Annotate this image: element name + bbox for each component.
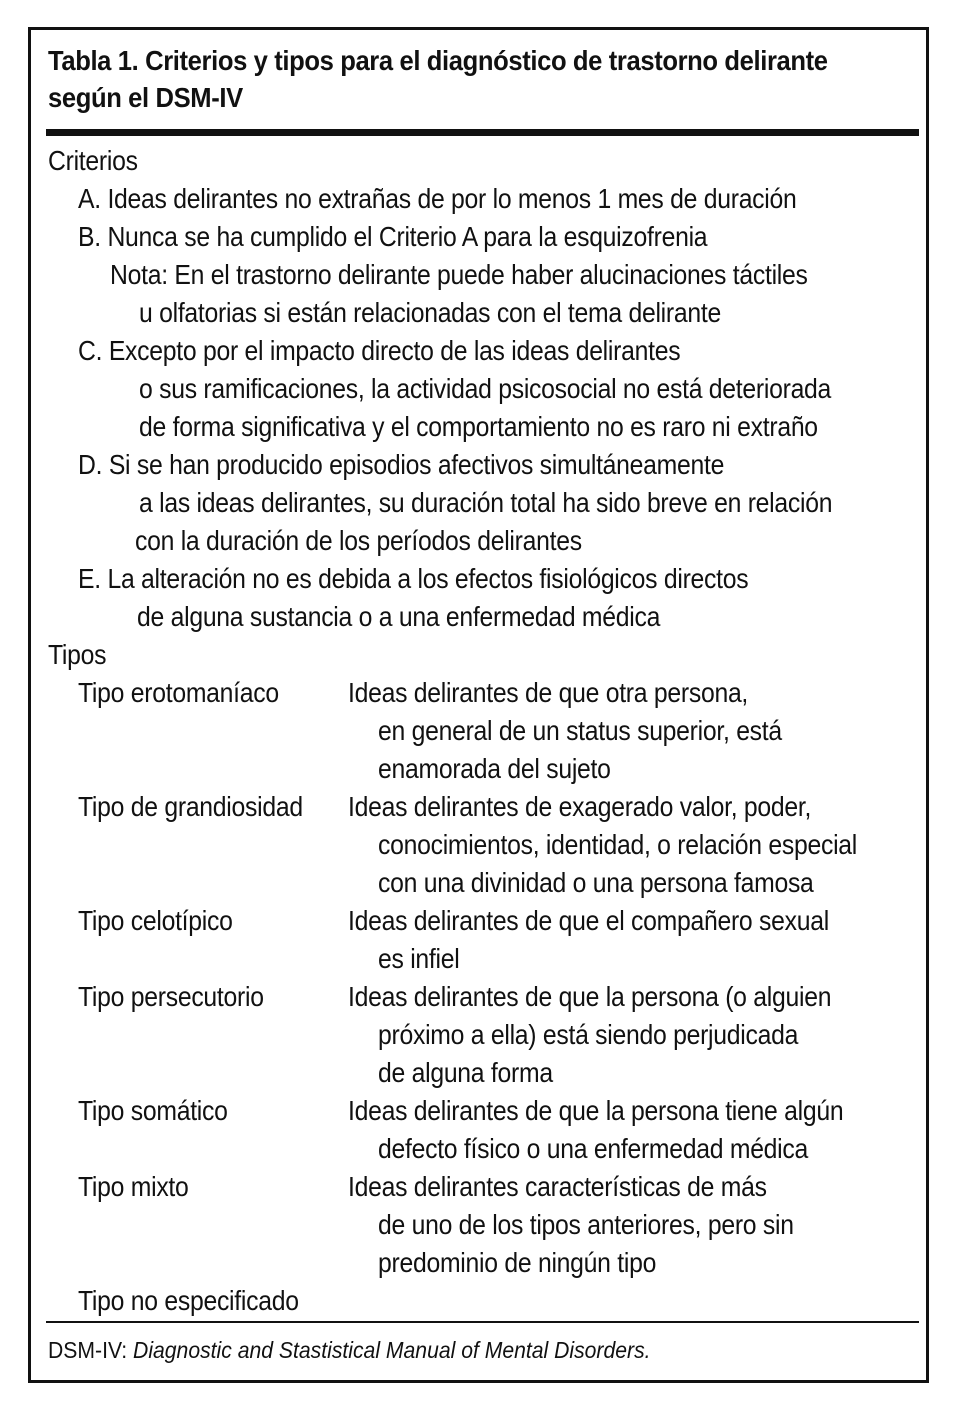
criterio-a: A. Ideas delirantes no extrañas de por lo menos 1 mes de duración bbox=[78, 183, 797, 214]
tipo-grandiosidad-desc-1: Ideas delirantes de exagerado valor, poder, bbox=[348, 791, 812, 822]
criterio-d-line-1: D. Si se han producido episodios afectivos simultáneamente bbox=[78, 449, 725, 480]
tipo-celotipico-name: Tipo celotípico bbox=[78, 905, 233, 936]
tipo-mixto-desc-3: predominio de ningún tipo bbox=[378, 1247, 657, 1278]
tipos-heading: Tipos bbox=[48, 639, 107, 670]
tipo-no-especificado-name: Tipo no especificado bbox=[78, 1285, 299, 1316]
criterio-c-line-1: C. Excepto por el impacto directo de las ideas delirantes bbox=[78, 335, 681, 366]
table-title: Tabla 1. Criterios y tipos para el diagnóstico de trastorno delirante según el DSM-IV bbox=[48, 45, 828, 113]
tipo-somatico-desc-1: Ideas delirantes de que la persona tiene algún bbox=[348, 1095, 844, 1126]
tipo-persecutorio-desc-1: Ideas delirantes de que la persona (o alguien bbox=[348, 981, 832, 1012]
tipo-celotipico-desc-1: Ideas delirantes de que el compañero sexual bbox=[348, 905, 829, 936]
tipo-grandiosidad-desc-3: con una divinidad o una persona famosa bbox=[378, 867, 814, 898]
tipo-mixto-name: Tipo mixto bbox=[78, 1171, 189, 1202]
tipo-persecutorio-name: Tipo persecutorio bbox=[78, 981, 264, 1012]
criterio-c-line-2: o sus ramificaciones, la actividad psicosocial no está deteriorada bbox=[139, 373, 832, 404]
criterio-e-line-1: E. La alteración no es debida a los efectos fisiológicos directos bbox=[78, 563, 749, 594]
title-divider bbox=[46, 129, 919, 136]
tipo-erotomaniaco-desc-1: Ideas delirantes de que otra persona, bbox=[348, 677, 749, 708]
table-footnote bbox=[48, 1334, 651, 1366]
criterio-c-line-3: de forma significativa y el comportamiento no es raro ni extraño bbox=[139, 411, 818, 442]
tipo-erotomaniaco-desc-3: enamorada del sujeto bbox=[378, 753, 611, 784]
tipo-somatico-desc-2: defecto físico o una enfermedad médica bbox=[378, 1133, 809, 1164]
tipo-grandiosidad-name: Tipo de grandiosidad bbox=[78, 791, 303, 822]
tipo-celotipico-desc-2: es infiel bbox=[378, 943, 460, 974]
footnote-abbreviation: DSM-IV: bbox=[48, 1337, 134, 1363]
tipo-mixto-desc-1: Ideas delirantes características de más bbox=[348, 1171, 767, 1202]
tipo-persecutorio-desc-3: de alguna forma bbox=[378, 1057, 553, 1088]
criterio-d-line-2: a las ideas delirantes, su duración total ha sido breve en relación bbox=[139, 487, 833, 518]
tipo-erotomaniaco-desc-2: en general de un status superior, está bbox=[378, 715, 782, 746]
criterio-b-note-line-1: Nota: En el trastorno delirante puede haber alucinaciones táctiles bbox=[110, 259, 808, 290]
tipo-grandiosidad-desc-2: conocimientos, identidad, o relación especial bbox=[378, 829, 858, 860]
criterio-e-line-2: de alguna sustancia o a una enfermedad médica bbox=[137, 601, 661, 632]
tipo-somatico-name: Tipo somático bbox=[78, 1095, 228, 1126]
footnote-expansion: Diagnostic and Stastistical Manual of Mental Disorders. bbox=[133, 1337, 651, 1363]
table-frame bbox=[28, 27, 929, 1383]
tipo-erotomaniaco-name: Tipo erotomaníaco bbox=[78, 677, 279, 708]
tipo-mixto-desc-2: de uno de los tipos anteriores, pero sin bbox=[378, 1209, 794, 1240]
tipo-persecutorio-desc-2: próximo a ella) está siendo perjudicada bbox=[378, 1019, 799, 1050]
criterio-b: B. Nunca se ha cumplido el Criterio A para la esquizofrenia bbox=[78, 221, 708, 252]
footer-divider bbox=[46, 1321, 919, 1323]
criterio-b-note-line-2: u olfatorias si están relacionadas con el tema delirante bbox=[139, 297, 721, 328]
criterio-d-line-3: con la duración de los períodos delirantes bbox=[135, 525, 582, 556]
criterios-heading: Criterios bbox=[48, 145, 138, 176]
